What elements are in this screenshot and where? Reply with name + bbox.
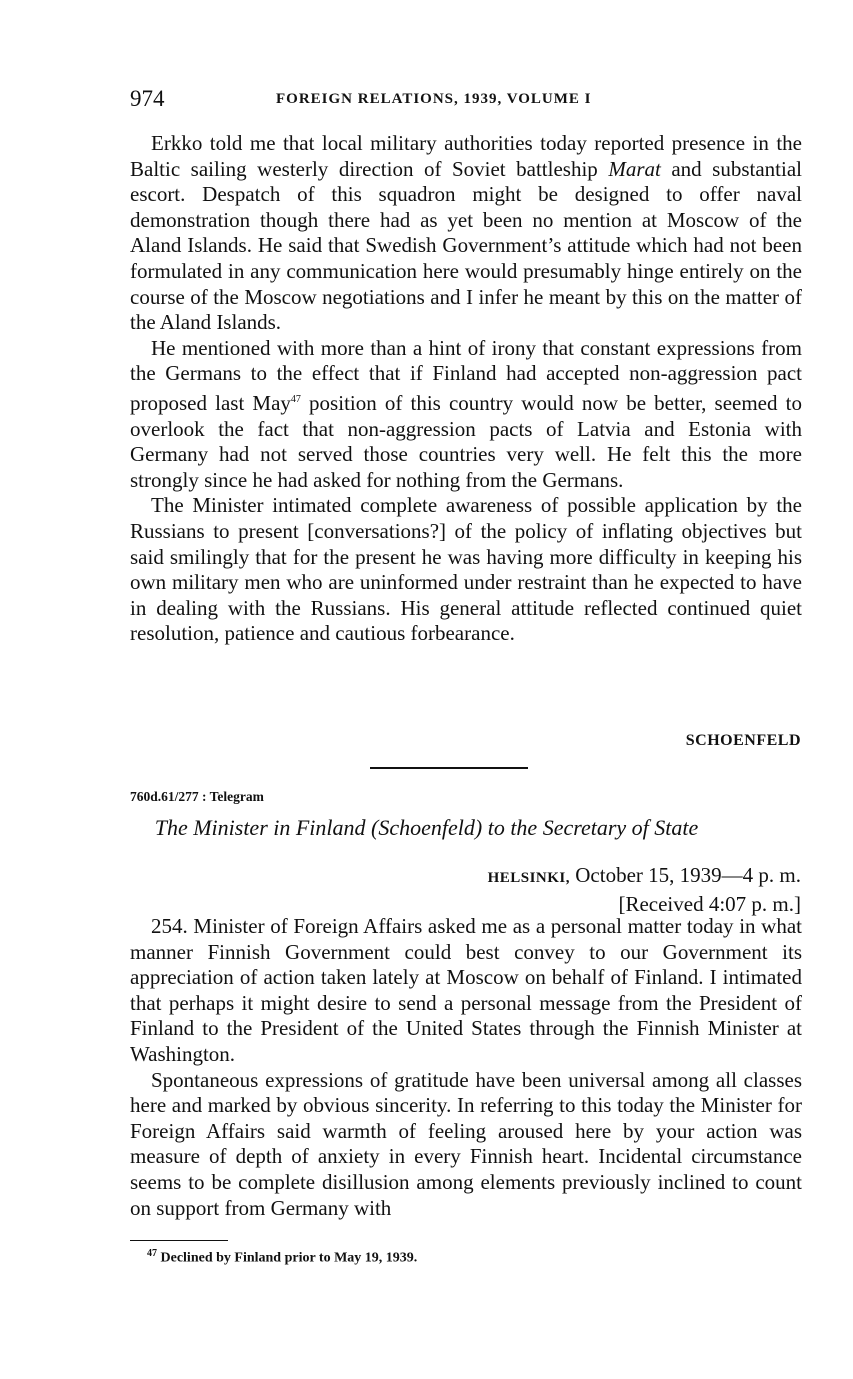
section-divider <box>370 767 528 769</box>
paragraph: He mentioned with more than a hint of irony that constant expressions from the Germans to the effect that if Finland had accepted non-aggression pact proposed last May$^{47}$ position of this country would now be better, seemed to overlook the fact that non-aggression pacts of Latvia and Estonia with Germany had not served those countries very well. He felt this the more strongly since he had asked for nothing from the Germans. <box>130 335 802 492</box>
paragraph: The Minister intimated complete awareness of possible application by the Russians to present [conversations?] of the policy of inflating objectives but said smilingly that for the present he was having more difficulty in keeping his own military men who are uninformed under restraint than he expected to have in dealing with the Russians. His general attitude reflected continued quiet resolution, patience and cautious forbearance. <box>130 493 802 646</box>
file-reference: 760d.61/277 : Telegram <box>130 789 264 804</box>
place: HELSINKI, <box>487 870 571 886</box>
telegram-body-continued <box>130 131 802 647</box>
paragraph: Spontaneous expressions of gratitude have been universal among all classes here and marked by obvious sincerity. In referring to this today the Minister for Foreign Affairs said warmth of feeling aroused here by your action was measure of depth of anxiety in every Finnish heart. Incidental circumstance seems to be complete disillusion among elements previously inclined to count on support from Germany with <box>130 1067 802 1220</box>
page-number: 974 <box>130 86 165 111</box>
document-title: The Minister in Finland (Schoenfeld) to the Secretary of State <box>154 815 699 840</box>
received-note: [Received 4:07 p. m.] <box>618 891 801 916</box>
footnote-marker: 47 <box>147 1248 157 1259</box>
running-title: FOREIGN RELATIONS, 1939, VOLUME I <box>276 91 592 107</box>
ship-name: Marat <box>608 156 661 181</box>
footnote: $^{47}$ Declined by Finland prior to May 19, 1939. <box>147 1248 418 1266</box>
date: October 15, 1939—4 p. m. <box>570 863 801 887</box>
paragraph: Erkko told me that local military authorities today reported presence in the Baltic sailing westerly direction of Soviet battleship Marat and substantial escort. Despatch of this squadron might be designed to offer naval demonstration though there had as yet been no mention at Moscow of the Aland Islands. He said that Swedish Government’s attitude which had not been formulated in any communication here would presumably hinge entirely on the course of the Moscow negotiations and I infer he meant by this on the matter of the Aland Islands. <box>130 131 802 335</box>
dateline <box>488 863 801 917</box>
paragraph: 254. Minister of Foreign Affairs asked me as a personal matter today in what manner Finnish Government could best convey to our Government its appreciation of action taken lately at Moscow on behalf of Finland. I intimated that perhaps it might desire to send a personal message from the President of Finland to the President of the United States through the Finnish Minister at Washington. <box>130 914 802 1066</box>
footnote-reference: 47 <box>290 393 301 405</box>
telegram-body <box>130 914 802 1221</box>
footnote-rule <box>130 1240 228 1241</box>
page-header <box>130 86 802 116</box>
signature: SCHOENFELD <box>685 732 801 749</box>
